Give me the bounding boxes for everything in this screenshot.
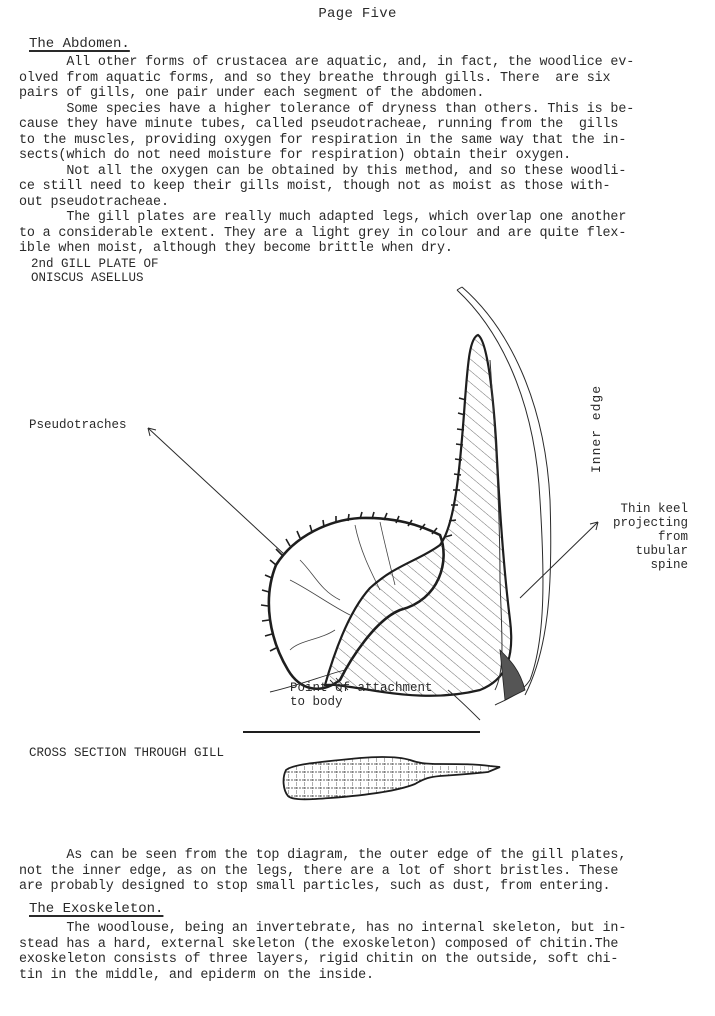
pseudotrachea-pointer bbox=[148, 428, 285, 555]
text-line: pairs of gills, one pair under each segment of the abdomen. bbox=[19, 86, 485, 101]
label-pseudotrachea: Pseudotraches bbox=[29, 418, 127, 432]
figure-title-cross-section: CROSS SECTION THROUGH GILL bbox=[29, 746, 225, 760]
text-line: ce still need to keep their gills moist, though not as moist as those with- bbox=[19, 179, 611, 194]
exoskeleton-paragraph bbox=[19, 921, 626, 983]
label-attachment: Point of attachment to body bbox=[290, 681, 433, 709]
text-line: to a considerable extent. They are a light grey in colour and are quite flex- bbox=[19, 225, 627, 241]
label-inner-edge: Inner edge bbox=[589, 385, 604, 474]
text-line: are probably designed to stop small particles, such as dust, from entering. bbox=[19, 879, 611, 894]
text-line: cause they have minute tubes, called pseudotracheae, running from the gills bbox=[19, 117, 619, 132]
text-line: tin in the middle, and epiderm on the inside. bbox=[19, 967, 374, 983]
page-title: Page Five bbox=[318, 6, 397, 22]
figure-title-gill-plate: 2nd GILL PLATE OF ONISCUS ASELLUS bbox=[31, 257, 159, 285]
text-line: The gill plates are really much adapted legs, which overlap one another bbox=[19, 210, 627, 225]
text-line: olved from aquatic forms, and so they breathe through gills. There are six bbox=[19, 70, 611, 86]
text-line: exoskeleton consists of three layers, rigid chitin on the outside, soft chi- bbox=[19, 952, 619, 967]
text-line: not the inner edge, as on the legs, there are a lot of short bristles. These bbox=[19, 863, 619, 879]
text-line: As can be seen from the top diagram, the outer edge of the gill plates, bbox=[19, 848, 627, 863]
text-line: to the muscles, providing oxygen for respiration in the same way that the in- bbox=[19, 132, 627, 148]
text-line: stead has a hard, external skeleton (the exoskeleton) composed of chitin.The bbox=[19, 936, 619, 952]
text-line: ible when moist, although they become brittle when dry. bbox=[19, 241, 453, 256]
text-line: out pseudotracheae. bbox=[19, 194, 169, 210]
section-heading-exoskeleton: The Exoskeleton. bbox=[29, 901, 164, 917]
text-line: The woodlouse, being an invertebrate, has no internal skeleton, but in- bbox=[19, 921, 627, 936]
text-line: Some species have a higher tolerance of dryness than others. This is be- bbox=[19, 101, 635, 117]
text-line: Not all the oxygen can be obtained by this method, and so these woodli- bbox=[19, 163, 627, 179]
bristles-paragraph bbox=[19, 848, 626, 895]
cross-section-diagram bbox=[284, 757, 500, 799]
text-line: sects(which do not need moisture for respiration) obtain their oxygen. bbox=[19, 148, 571, 163]
label-keel: Thin keel projecting from tubular spine bbox=[612, 502, 688, 572]
section-heading-abdomen: The Abdomen. bbox=[29, 36, 130, 52]
text-line: All other forms of crustacea are aquatic, and, in fact, the woodlice ev- bbox=[19, 55, 635, 70]
